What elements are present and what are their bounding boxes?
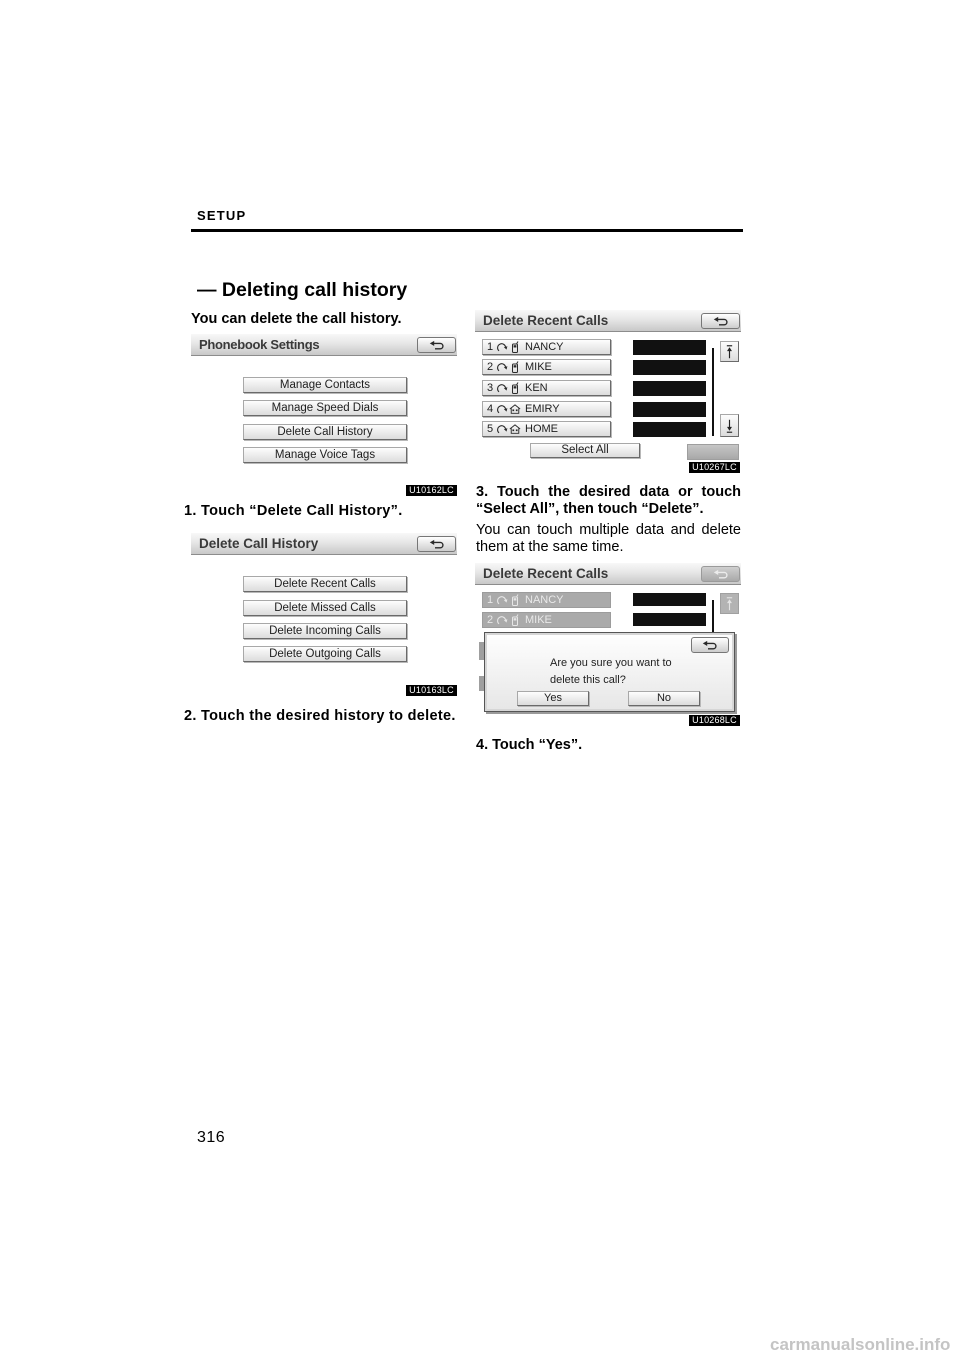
call-list-item[interactable]: [482, 421, 611, 437]
call-list-item[interactable]: [482, 401, 611, 417]
step-1: 1. Touch “Delete Call History”.: [184, 502, 403, 519]
delete-missed-calls-button[interactable]: Delete Missed Calls: [243, 600, 407, 616]
dialog-back-button[interactable]: [691, 637, 729, 653]
list-item-name: NANCY: [525, 341, 564, 353]
note-text: You can touch multiple data and delete them at the same time.: [476, 521, 741, 555]
delete-button-disabled[interactable]: [687, 444, 739, 460]
list-item-number: 1: [487, 341, 494, 353]
call-icon: [496, 341, 508, 353]
home-phone-icon: [509, 403, 521, 415]
list-item-number: 2: [487, 361, 494, 373]
select-all-button[interactable]: Select All: [530, 443, 640, 458]
back-arrow-icon: [713, 569, 729, 579]
list-item-number: 5: [487, 423, 494, 435]
call-icon: [496, 382, 508, 394]
back-button[interactable]: [701, 313, 740, 329]
call-list-item[interactable]: [482, 380, 611, 396]
delete-call-history-screen: [191, 533, 457, 677]
manage-contacts-button[interactable]: Manage Contacts: [243, 377, 407, 393]
step-2: 2. Touch the desired history to delete.: [184, 707, 456, 724]
list-item-name: NANCY: [525, 594, 564, 606]
call-detail-field: [633, 422, 706, 437]
figure-code: U10267LC: [689, 462, 740, 473]
no-button[interactable]: No: [628, 691, 700, 706]
delete-call-history-button[interactable]: Delete Call History: [243, 424, 407, 440]
back-button[interactable]: [417, 536, 456, 552]
dialog-message-line: Are you sure you want to: [550, 657, 672, 669]
call-detail-field: [633, 613, 706, 626]
back-arrow-icon: [713, 316, 729, 326]
delete-recent-calls-button[interactable]: Delete Recent Calls: [243, 576, 407, 592]
mobile-phone-icon: [509, 382, 521, 394]
call-icon: [496, 403, 508, 415]
list-item-number: 3: [487, 382, 494, 394]
delete-incoming-calls-button[interactable]: Delete Incoming Calls: [243, 623, 407, 639]
call-icon: [496, 594, 508, 606]
header-rule: [191, 229, 743, 232]
call-detail-field: [633, 381, 706, 396]
figure-code: U10268LC: [689, 715, 740, 726]
dialog-message: [550, 655, 672, 689]
screen-header: [475, 563, 741, 585]
call-detail-field: [633, 593, 706, 606]
screen-title: Delete Recent Calls: [483, 313, 609, 328]
scrollbar-track: [712, 600, 714, 633]
screen-title: Delete Recent Calls: [483, 566, 609, 581]
confirm-dialog: [484, 632, 735, 712]
delete-confirmation-screen: [475, 563, 741, 713]
manage-speed-dials-button[interactable]: Manage Speed Dials: [243, 400, 407, 416]
back-arrow-icon: [429, 340, 445, 350]
back-arrow-icon: [429, 539, 445, 549]
call-list-item-disabled: [482, 612, 611, 628]
scroll-down-button[interactable]: [720, 414, 739, 437]
phonebook-settings-screen: [191, 334, 457, 478]
list-item-name: KEN: [525, 382, 548, 394]
back-button[interactable]: [417, 337, 456, 353]
step-4: 4. Touch “Yes”.: [476, 736, 583, 753]
call-icon: [496, 423, 508, 435]
yes-button[interactable]: Yes: [517, 691, 589, 706]
delete-outgoing-calls-button[interactable]: Delete Outgoing Calls: [243, 646, 407, 662]
call-list-item-disabled: [482, 592, 611, 608]
figure-code: U10163LC: [406, 685, 457, 696]
list-item-name: HOME: [525, 423, 558, 435]
call-list-item[interactable]: [482, 339, 611, 355]
home-phone-icon: [509, 423, 521, 435]
figure-code: U10162LC: [406, 485, 457, 496]
list-item-number: 1: [487, 594, 494, 606]
call-detail-field: [633, 340, 706, 355]
scroll-down-icon: [725, 418, 734, 434]
list-item-name: MIKE: [525, 361, 552, 373]
screen-title: Delete Call History: [199, 536, 319, 551]
call-icon: [496, 614, 508, 626]
scroll-up-button[interactable]: [720, 341, 739, 362]
scrollbar-track[interactable]: [712, 348, 714, 436]
scroll-up-icon: [725, 344, 734, 360]
call-list-item[interactable]: [482, 359, 611, 375]
screen-header: [475, 310, 741, 332]
call-detail-field: [633, 360, 706, 375]
step-3: 3. Touch the desired data or touch “Select All”, then touch “Delete”.: [476, 483, 741, 517]
scroll-up-icon: [725, 596, 734, 612]
screen-title: Phonebook Settings: [199, 337, 320, 352]
page-number: 316: [197, 1129, 226, 1146]
manage-voice-tags-button[interactable]: Manage Voice Tags: [243, 447, 407, 463]
delete-recent-calls-screen: [475, 310, 741, 462]
section-title: — Deleting call history: [197, 279, 408, 301]
mobile-phone-icon: [509, 614, 521, 626]
mobile-phone-icon: [509, 361, 521, 373]
dialog-message-line: delete this call?: [550, 674, 626, 686]
mobile-phone-icon: [509, 341, 521, 353]
list-item-name: EMIRY: [525, 403, 560, 415]
mobile-phone-icon: [509, 594, 521, 606]
list-item-number: 4: [487, 403, 494, 415]
intro-text: You can delete the call history.: [191, 311, 402, 327]
screen-header: [191, 334, 457, 356]
back-button-disabled: [701, 566, 740, 582]
screen-header: [191, 533, 457, 555]
call-icon: [496, 361, 508, 373]
list-item-name: MIKE: [525, 614, 552, 626]
scroll-up-button-disabled: [720, 593, 739, 614]
section-label: SETUP: [197, 208, 247, 223]
call-detail-field: [633, 402, 706, 417]
watermark: carmanualsonline.info: [770, 1335, 951, 1354]
list-item-number: 2: [487, 614, 494, 626]
back-arrow-icon: [702, 640, 718, 650]
